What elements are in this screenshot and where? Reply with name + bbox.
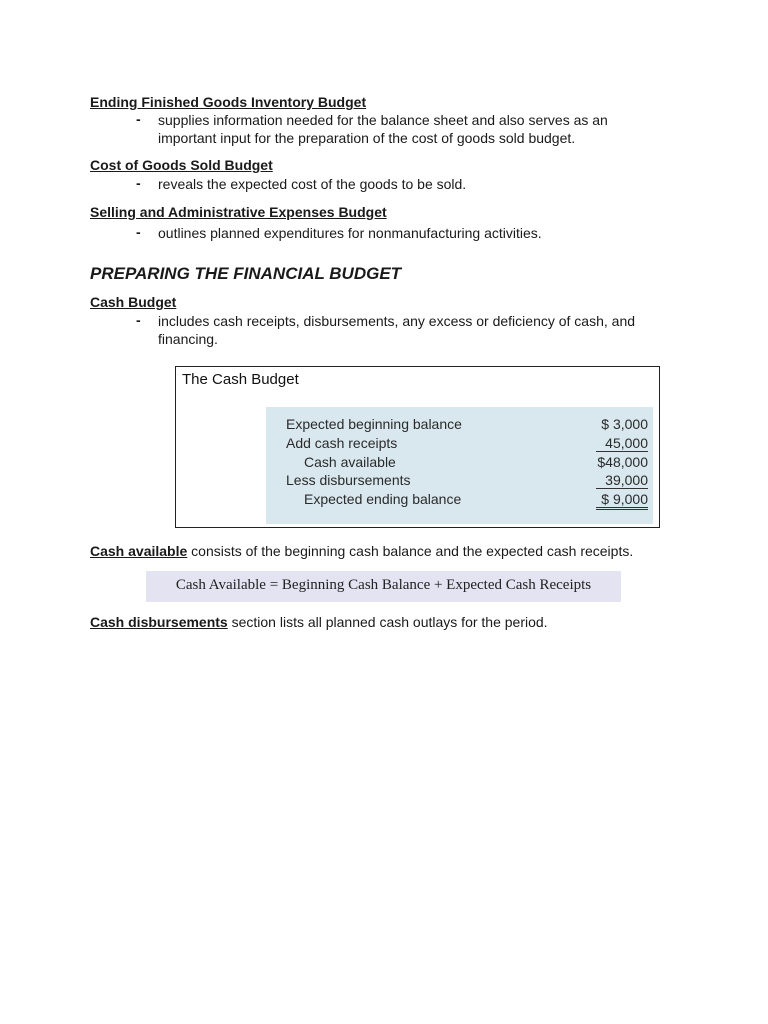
formula-text: Cash Available = Beginning Cash Balance + Expected Cash Receipts: [175, 577, 592, 593]
bullet-marker: -: [136, 175, 141, 191]
bullet-marker: -: [136, 111, 141, 127]
row-label: Cash available: [304, 454, 396, 470]
bullet-text: [158, 312, 678, 348]
row-label: Less disbursements: [286, 472, 411, 488]
figure-title: The Cash Budget: [182, 371, 299, 388]
row-label: Expected beginning balance: [286, 416, 462, 432]
heading-cash-budget: Cash Budget: [90, 294, 177, 310]
paragraph-text: consists of the beginning cash balance and the expected cash receipts.: [187, 543, 634, 559]
bullet-text: outlines planned expenditures for nonmanufacturing activities.: [158, 225, 542, 241]
bullet-line: includes cash receipts, disbursements, any excess or deficiency of cash, and: [158, 313, 636, 329]
table-row: [266, 416, 653, 434]
section-title-financial-budget: PREPARING THE FINANCIAL BUDGET: [90, 264, 402, 283]
cash-budget-figure: [175, 366, 660, 528]
bullet-marker: -: [136, 312, 141, 328]
table-row: [266, 454, 653, 472]
formula-box: [146, 571, 621, 602]
bullet-marker: -: [136, 224, 141, 240]
row-label: Expected ending balance: [304, 491, 462, 507]
heading-cost-of-goods-sold: Cost of Goods Sold Budget: [90, 157, 273, 173]
term-cash-disbursements: Cash disbursements: [90, 614, 228, 630]
row-value: $ 3,000: [601, 416, 648, 432]
paragraph-cash-available: [90, 543, 633, 559]
row-value: 45,000: [596, 435, 648, 452]
bullet-line: financing.: [158, 331, 218, 347]
heading-ending-finished-goods: Ending Finished Goods Inventory Budget: [90, 94, 367, 110]
bullet-text: [158, 111, 658, 147]
table-row: [266, 472, 653, 490]
bullet-text: reveals the expected cost of the goods to be sold.: [158, 176, 467, 192]
cash-budget-table: [266, 407, 653, 524]
row-label: Add cash receipts: [286, 435, 398, 451]
term-cash-available: Cash available: [90, 543, 188, 559]
table-row: [266, 491, 653, 509]
row-value: $ 9,000: [596, 491, 648, 510]
paragraph-cash-disbursements: [90, 614, 548, 630]
row-value: 39,000: [596, 472, 648, 489]
row-value: $48,000: [597, 454, 648, 470]
paragraph-text: section lists all planned cash outlays for the period.: [227, 614, 548, 630]
heading-selling-admin-expenses: Selling and Administrative Expenses Budget: [90, 204, 387, 220]
bullet-line: supplies information needed for the balance sheet and also serves as an: [158, 112, 608, 128]
bullet-line: important input for the preparation of the cost of goods sold budget.: [158, 130, 576, 146]
table-row: [266, 435, 653, 453]
